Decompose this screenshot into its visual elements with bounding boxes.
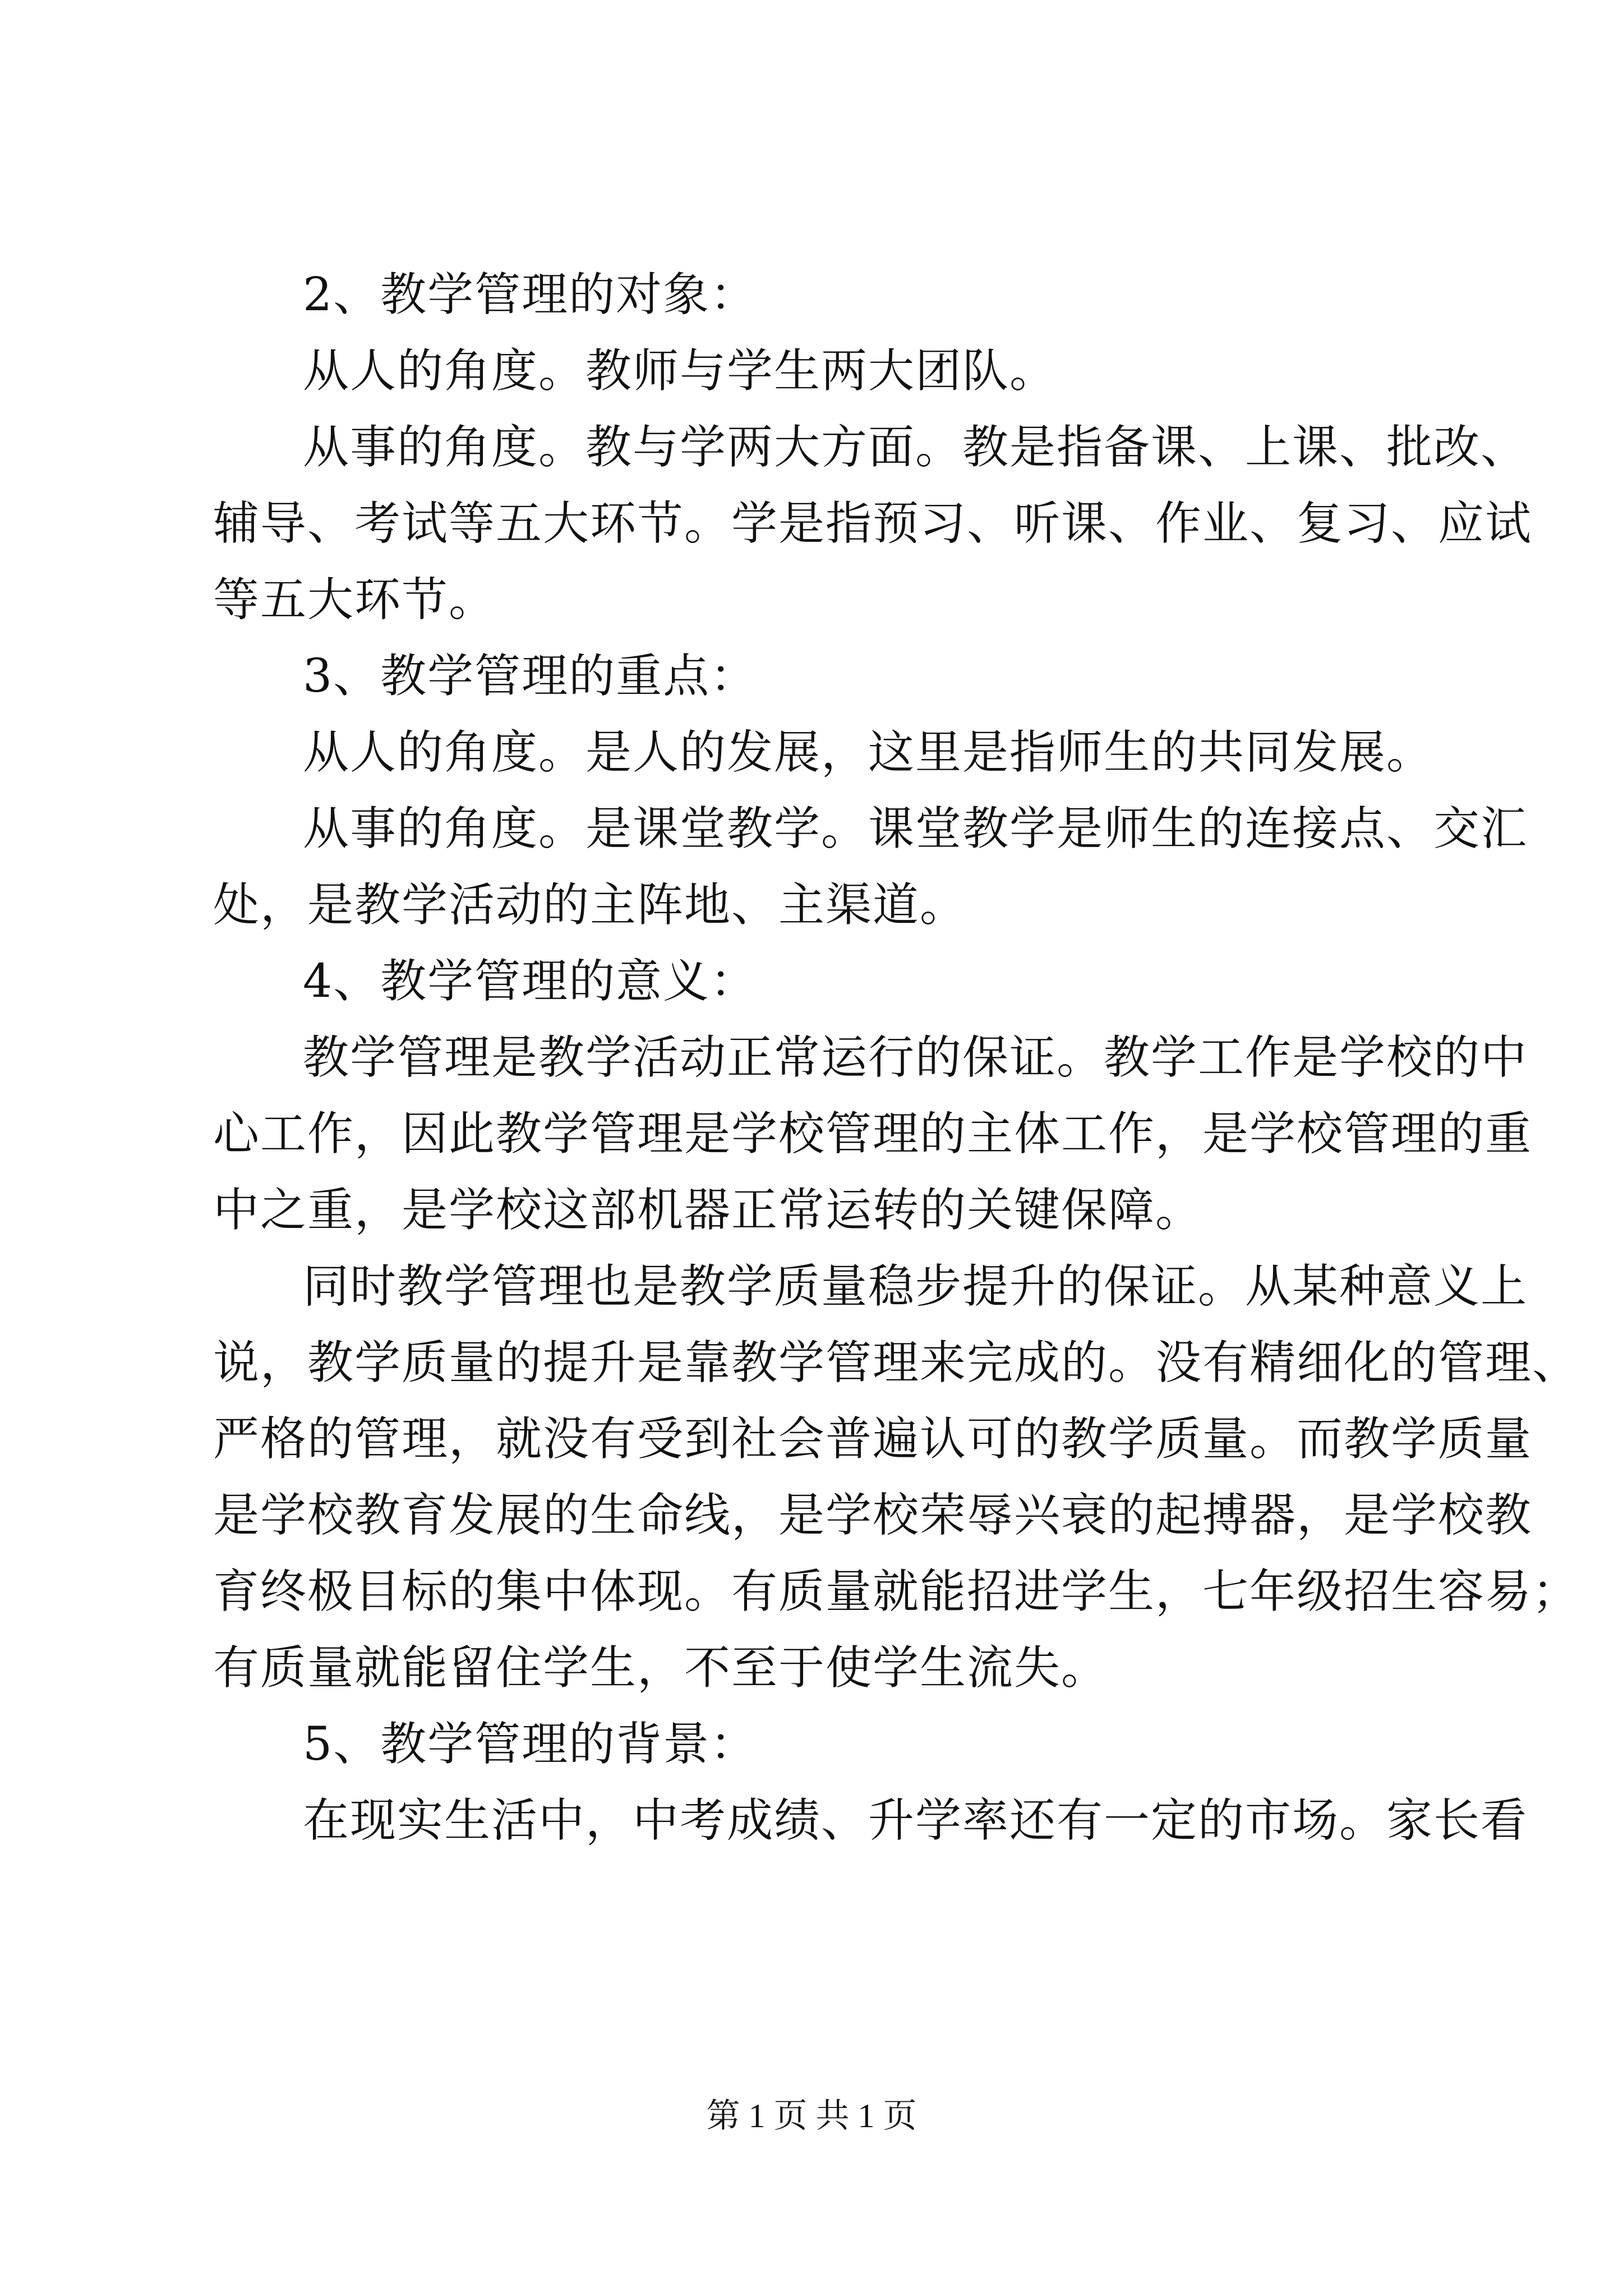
- paragraph-line: 是学校教育发展的生命线，是学校荣辱兴衰的起搏器，是学校教: [213, 1489, 1533, 1542]
- paragraph-line: 育终极目标的集中体现。有质量就能招进学生，七年级招生容易；: [213, 1565, 1580, 1618]
- section-heading-background: 5、教学管理的背景：: [303, 1718, 758, 1771]
- section-heading-focus: 3、教学管理的重点：: [303, 650, 758, 703]
- paragraph-line: 从人的角度。教师与学生两大团队。: [303, 344, 1057, 398]
- document-body: [213, 257, 1580, 1859]
- paragraph-line: 在现实生活中，中考成绩、升学率还有一定的市场。家长看: [303, 1794, 1528, 1847]
- paragraph-line: 教学管理是教学活动正常运行的保证。教学工作是学校的中: [303, 1031, 1528, 1084]
- paragraph-line: 心工作，因此教学管理是学校管理的主体工作，是学校管理的重: [213, 1107, 1533, 1161]
- paragraph-line: 中之重，是学校这部机器正常运转的关键保障。: [213, 1184, 1203, 1237]
- paragraph-line: 从人的角度。是人的发展，这里是指师生的共同发展。: [303, 726, 1434, 779]
- paragraph-line: 有质量就能留住学生，不至于使学生流失。: [213, 1641, 1109, 1695]
- section-heading-objects: 2、教学管理的对象：: [303, 268, 758, 321]
- paragraph-line: 辅导、考试等五大环节。学是指预习、听课、作业、复习、应试: [213, 497, 1533, 550]
- paragraph-line: 从事的角度。教与学两大方面。教是指备课、上课、批改、: [303, 421, 1528, 474]
- section-heading-significance: 4、教学管理的意义：: [303, 955, 758, 1008]
- paragraph-line: 说，教学质量的提升是靠教学管理来完成的。没有精细化的管理、: [213, 1336, 1580, 1389]
- paragraph-line: 从事的角度。是课堂教学。课堂教学是师生的连接点、交汇: [303, 802, 1528, 855]
- paragraph-line: 同时教学管理也是教学质量稳步提升的保证。从某种意义上: [303, 1260, 1528, 1313]
- paragraph-line: 严格的管理，就没有受到社会普遍认可的教学质量。而教学质量: [213, 1412, 1533, 1466]
- page-footer: 第 1 页 共 1 页: [706, 2097, 917, 2134]
- paragraph-line: 等五大环节。: [213, 573, 496, 627]
- paragraph-line: 处，是教学活动的主阵地、主渠道。: [213, 878, 967, 932]
